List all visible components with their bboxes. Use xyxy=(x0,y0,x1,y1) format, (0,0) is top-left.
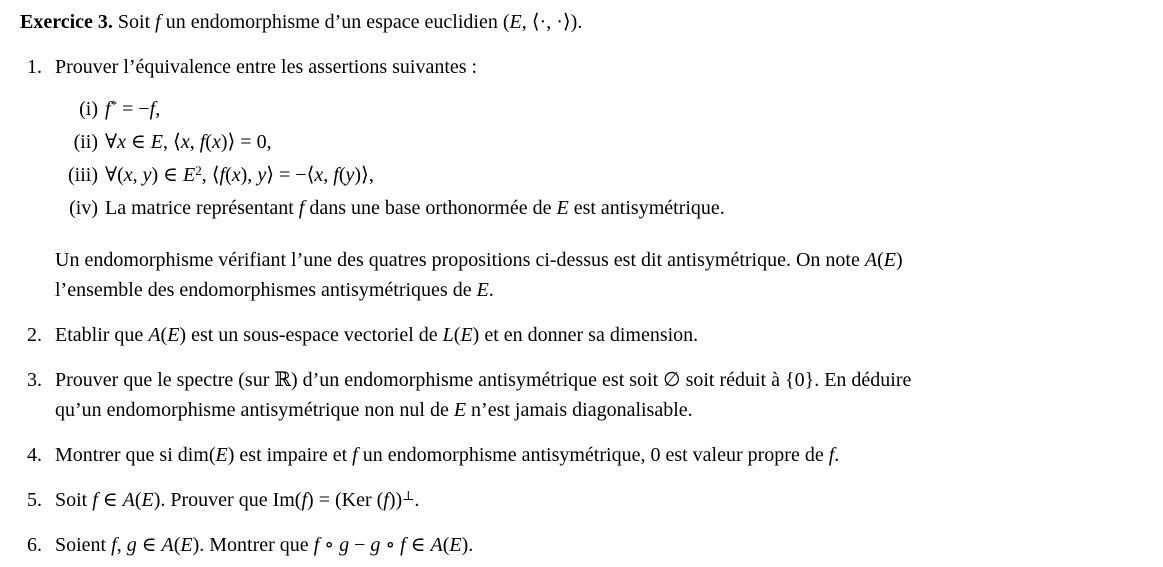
text-segment: x xyxy=(231,164,241,186)
calligraphic-letter: A xyxy=(161,534,174,556)
text-segment: ). Montrer que xyxy=(192,534,314,556)
text-segment: , xyxy=(116,534,127,556)
subitem-marker: (ii) xyxy=(73,131,98,153)
text-segment: . xyxy=(834,444,840,466)
text-segment: ⟩ = −⟨ xyxy=(266,164,315,186)
text-segment: ( xyxy=(134,489,142,511)
text-segment: ( xyxy=(453,324,461,346)
text-segment: ∈ xyxy=(125,131,151,153)
text-line xyxy=(55,485,1133,515)
text-segment: E xyxy=(150,131,163,153)
text-segment: f xyxy=(105,98,111,120)
text-segment: g xyxy=(126,534,137,556)
text-segment: , ⟨ xyxy=(201,164,220,186)
subitem-marker: (i) xyxy=(79,98,98,120)
note-paragraph xyxy=(55,245,1133,305)
calligraphic-letter: A xyxy=(148,324,161,346)
text-line xyxy=(105,160,1133,190)
calligraphic-letter: A xyxy=(430,534,443,556)
item-number: 4. xyxy=(27,444,42,466)
text-line xyxy=(55,245,1133,305)
text-segment: )⟩, xyxy=(354,164,374,186)
text-segment: f xyxy=(149,98,156,120)
item-number: 3. xyxy=(27,369,42,391)
text-segment: f xyxy=(155,11,161,33)
text-segment: Soit xyxy=(112,11,156,33)
text-line xyxy=(55,440,1133,470)
text-line xyxy=(55,530,1133,560)
text-segment: , ⟨·, ·⟩). xyxy=(521,11,583,33)
text-segment: ( xyxy=(877,249,884,271)
text-segment: f xyxy=(400,534,406,556)
item-number: 1. xyxy=(27,56,42,78)
item-2 xyxy=(27,320,1133,350)
text-segment: ( xyxy=(338,164,346,186)
text-segment: Soit xyxy=(55,489,93,511)
text-segment: E xyxy=(141,489,154,511)
text-segment: E xyxy=(460,324,473,346)
text-segment: ∘ xyxy=(319,534,340,556)
text-line xyxy=(55,365,1133,425)
text-segment: ( xyxy=(225,164,232,186)
subitem-ii xyxy=(55,127,1133,157)
text-segment: E xyxy=(182,164,196,186)
text-segment: dans une base orthonormée de xyxy=(304,197,557,219)
text-segment: f xyxy=(333,164,339,186)
item-5 xyxy=(27,485,1133,515)
text-segment: Montrer que si dim( xyxy=(55,444,216,466)
text-segment: Un endomorphisme vérifiant l’une des quatres propositions ci-dessus est dit antisymétrique. On note xyxy=(55,249,865,271)
text-segment: f xyxy=(92,489,98,511)
text-segment: x xyxy=(123,164,133,186)
subitem-iv xyxy=(55,193,1133,223)
text-segment: f xyxy=(313,534,320,556)
item-1 xyxy=(27,52,1133,82)
text-segment: E xyxy=(556,197,569,219)
item-3 xyxy=(27,365,1133,425)
text-segment: l’ensemble des endomorphismes antisymétriques de xyxy=(55,279,477,301)
text-segment: y xyxy=(345,164,355,186)
text-segment: , xyxy=(189,131,200,153)
text-segment: = − xyxy=(117,98,150,120)
text-segment: ( xyxy=(173,534,181,556)
text-segment: La matrice représentant xyxy=(105,197,299,219)
text-line xyxy=(55,320,1133,350)
text-segment: ( xyxy=(442,534,450,556)
text-segment: n’est jamais diagonalisable. xyxy=(466,399,693,421)
text-segment: 2 xyxy=(195,163,202,179)
text-segment: f xyxy=(199,131,206,153)
text-segment: f xyxy=(298,197,305,219)
text-segment: . xyxy=(414,489,420,511)
text-segment: − xyxy=(349,534,371,556)
text-line xyxy=(55,52,1133,82)
text-segment: ), xyxy=(240,164,258,186)
text-segment: E xyxy=(883,249,896,271)
text-segment: f xyxy=(383,489,389,511)
text-segment: ∈ xyxy=(136,534,162,556)
text-segment: g xyxy=(339,534,350,556)
subitem-i xyxy=(55,94,1133,124)
text-segment: , xyxy=(132,164,143,186)
text-segment: ). xyxy=(461,534,474,556)
subitem-marker: (iv) xyxy=(69,197,98,219)
text-segment: , ⟨ xyxy=(163,131,181,153)
item-4 xyxy=(27,440,1133,470)
text-segment: ) ∈ xyxy=(151,164,183,186)
text-segment: f xyxy=(111,534,117,556)
text-segment: E xyxy=(476,279,489,301)
text-segment: qu’un endomorphisme antisymétrique non nul de xyxy=(55,399,454,421)
text-segment: un endomorphisme antisymétrique, 0 est valeur propre de xyxy=(357,444,829,466)
text-segment: ) est impaire et xyxy=(227,444,353,466)
text-line xyxy=(105,94,1133,124)
text-segment: E xyxy=(449,534,462,556)
text-segment: ) et en donner sa dimension. xyxy=(472,324,699,346)
calligraphic-letter: A xyxy=(864,249,878,271)
text-segment: )⟩ = 0, xyxy=(220,131,272,153)
text-segment: , xyxy=(155,98,161,120)
text-segment: E xyxy=(215,444,228,466)
text-segment: x xyxy=(117,131,126,153)
text-segment: ) xyxy=(895,249,903,271)
text-segment: E xyxy=(167,324,180,346)
calligraphic-letter: A xyxy=(122,489,135,511)
text-segment: . xyxy=(488,279,494,301)
item-number: 2. xyxy=(27,324,42,346)
text-segment: ) est un sous-espace vectoriel de xyxy=(179,324,443,346)
text-segment: f xyxy=(219,164,226,186)
text-segment: ( xyxy=(160,324,168,346)
text-segment: , xyxy=(323,164,334,186)
item-6 xyxy=(27,530,1133,560)
text-segment: E xyxy=(180,534,193,556)
text-segment: un endomorphisme d’un espace euclidien ( xyxy=(160,11,510,33)
text-segment: E xyxy=(509,11,522,33)
text-segment: Exercice 3. xyxy=(20,11,113,33)
text-segment: y xyxy=(257,164,267,186)
text-segment: Etablir que xyxy=(55,324,149,346)
text-segment: ⊥ xyxy=(402,488,415,504)
text-segment: L xyxy=(442,324,454,346)
text-segment: f xyxy=(828,444,835,466)
text-segment: )) xyxy=(388,489,403,511)
text-segment: ∈ xyxy=(97,489,123,511)
text-segment: Prouver que le spectre (sur ℝ) d’un endomorphisme antisymétrique est soit ∅ soit réduit à {0}. En déduire xyxy=(55,369,912,391)
subitem-marker: (iii) xyxy=(68,164,98,186)
text-segment: Soient xyxy=(55,534,112,556)
text-segment: ∀ xyxy=(105,131,118,153)
text-segment: ( xyxy=(205,131,212,153)
text-line xyxy=(105,127,1133,157)
text-segment: E xyxy=(453,399,467,421)
text-segment: ) = (Ker ( xyxy=(307,489,384,511)
text-line xyxy=(105,193,1133,223)
item-number: 5. xyxy=(27,489,42,511)
text-segment: x xyxy=(180,131,190,153)
text-segment: est antisymétrique. xyxy=(568,197,725,219)
exercise-title xyxy=(20,7,1133,37)
text-segment: x xyxy=(211,131,221,153)
text-segment: g xyxy=(370,534,381,556)
text-segment: ∀( xyxy=(105,164,124,186)
text-segment: y xyxy=(142,164,152,186)
text-segment: ∈ xyxy=(405,534,431,556)
text-segment: f xyxy=(301,489,308,511)
text-line xyxy=(20,7,1133,37)
text-segment: Prouver l’équivalence entre les assertions suivantes : xyxy=(55,56,478,78)
text-segment: * xyxy=(110,97,118,113)
text-segment: x xyxy=(314,164,324,186)
subitem-iii xyxy=(55,160,1133,190)
item-number: 6. xyxy=(27,534,42,556)
text-segment: ∘ xyxy=(380,534,401,556)
text-segment: f xyxy=(352,444,358,466)
text-segment: ). Prouver que Im( xyxy=(153,489,302,511)
